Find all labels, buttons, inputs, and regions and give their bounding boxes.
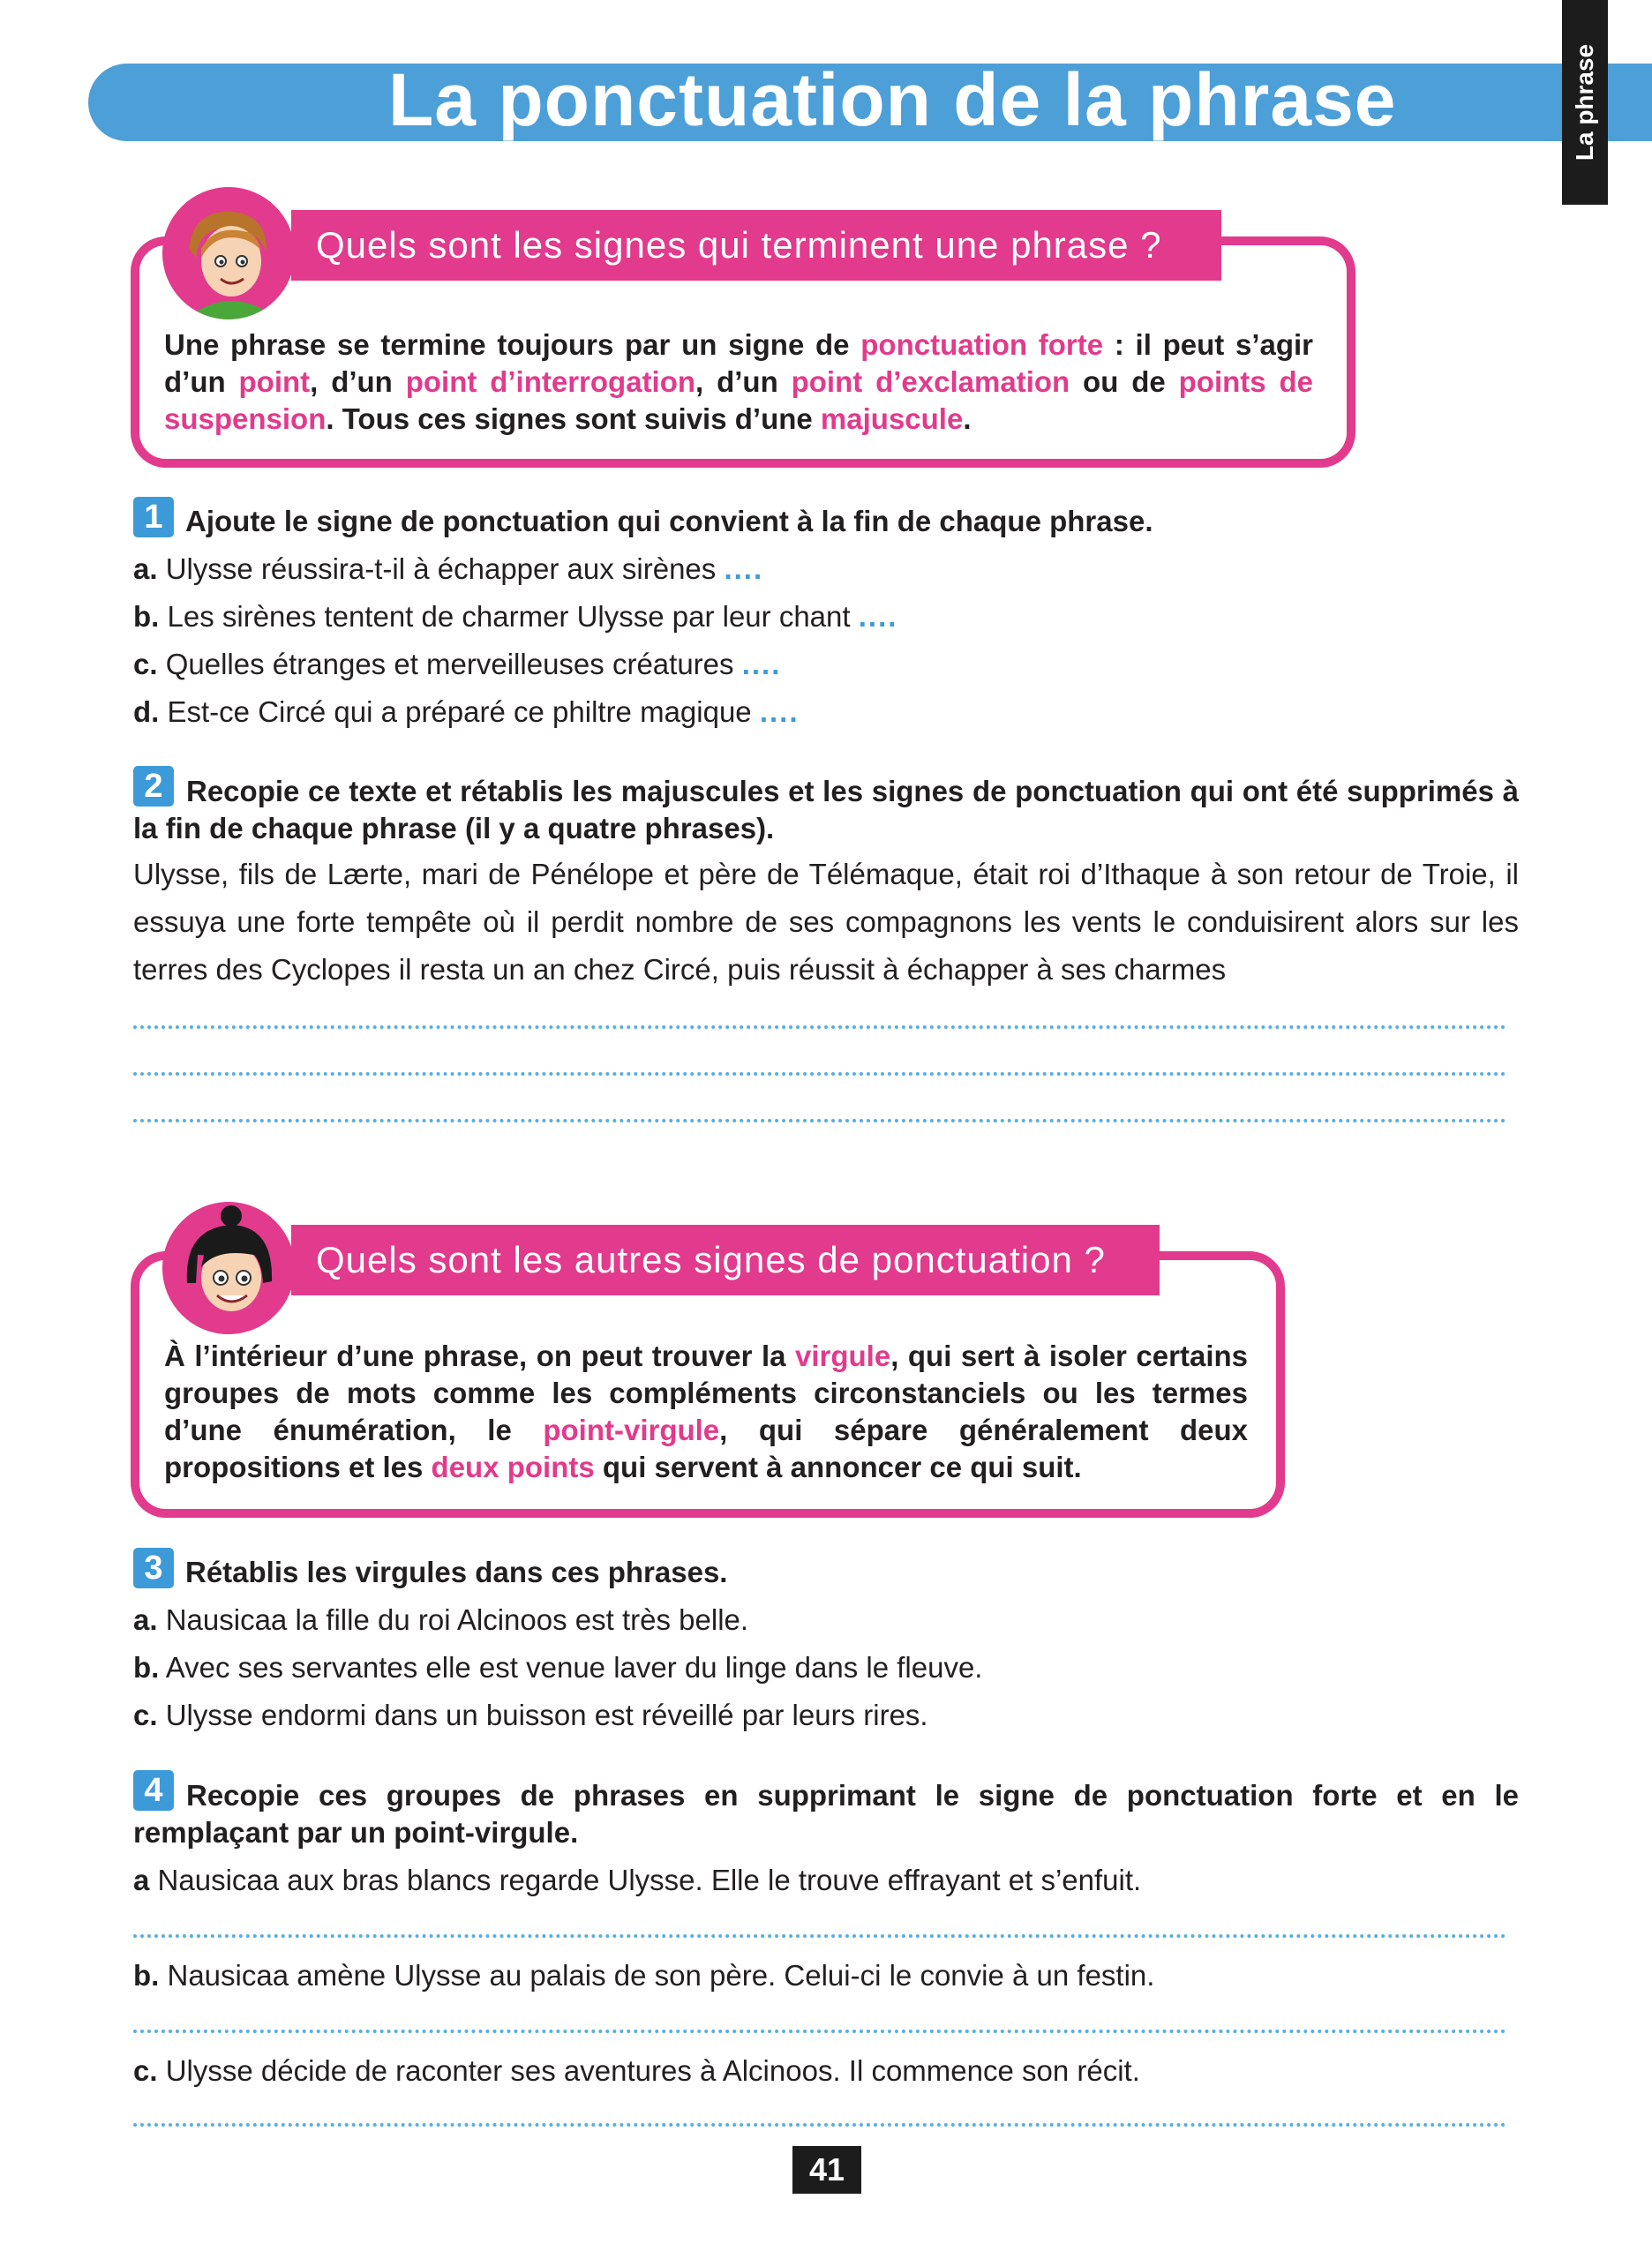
exercise-4-item-a: [133, 1862, 1141, 1899]
lesson-header-2: Quels sont les autres signes de ponctuation ?: [291, 1225, 1160, 1295]
lesson-text-1-part: , d’un: [695, 365, 792, 398]
keyword-point-interrogation: point d’interrogation: [405, 365, 696, 398]
lesson-text-2-part: À l’intérieur d’une phrase, on peut trouver la: [164, 1340, 795, 1372]
lesson-text-1-part: ou de: [1070, 365, 1179, 398]
answer-blank[interactable]: ....: [759, 695, 800, 728]
lesson-text-1-part: . Tous ces signes sont suivis d’une: [326, 402, 821, 435]
item-letter: d.: [133, 695, 160, 728]
answer-blank[interactable]: ....: [858, 600, 898, 633]
item-text: Nausicaa la fille du roi Alcinoos est très belle.: [165, 1603, 749, 1636]
exercise-1-item-b: [133, 598, 897, 635]
answer-line[interactable]: [133, 1934, 1506, 1938]
keyword-ponctuation-forte: ponctuation forte: [860, 328, 1104, 361]
answer-line[interactable]: [133, 1119, 1506, 1122]
answer-line[interactable]: [133, 1025, 1506, 1029]
instruction-text: Recopie ce texte et rétablis les majuscules et les signes de ponctuation qui ont été supprimés à la fin de chaque phrase (il y a quatre phrases).: [133, 775, 1519, 844]
lesson-text-2-part: , qui sépare généralement deux propositions et les: [164, 1414, 1248, 1483]
exercise-instruction-4: [133, 1777, 1519, 1851]
side-tab: [1562, 0, 1608, 205]
keyword-point-exclamation: point d’exclamation: [791, 365, 1070, 398]
keyword-point: point: [238, 365, 311, 398]
lesson-text-1-part: : il peut s’agir d’un: [164, 328, 1314, 398]
exercise-3-item-b: [133, 1649, 982, 1686]
lesson-text-1-part: , d’un: [310, 365, 406, 398]
item-letter: a: [133, 1864, 150, 1896]
exercise-4-item-b: [133, 1957, 1154, 1994]
exercise-number-4: 4: [133, 1770, 174, 1811]
item-text: Les sirènes tentent de charmer Ulysse par leur chant: [167, 600, 851, 633]
exercise-1-item-a: [133, 551, 763, 588]
exercise-number-3: 3: [133, 1548, 174, 1588]
page-number: 41: [792, 2146, 861, 2194]
answer-line[interactable]: [133, 2123, 1506, 2127]
exercise-2-text: Ulysse, fils de Lærte, mari de Pénélope et père de Télémaque, était roi d’Ithaque à son retour de Troie, il essuya une forte tempête où il perdit nombre de ses compagnons les vents le conduisirent alors sur les terres des Cyclopes il resta un an chez Circé, puis réussit à échapper à ses charmes: [133, 858, 1519, 986]
instruction-text: Recopie ces groupes de phrases en supprimant le signe de ponctuation forte et en le remplaçant par un point-virgule.: [133, 1779, 1519, 1849]
item-letter: a.: [133, 1603, 158, 1636]
exercise-3-item-c: [133, 1697, 928, 1734]
exercise-1-item-c: [133, 646, 781, 683]
keyword-virgule: virgule: [795, 1340, 891, 1372]
item-letter: b.: [133, 600, 160, 633]
item-text: Ulysse décide de raconter ses aventures à Alcinoos. Il commence son récit.: [165, 2054, 1140, 2087]
lesson-text-1-part: Une phrase se termine toujours par un signe de: [164, 328, 861, 361]
item-text: Ulysse réussira-t-il à échapper aux sirènes: [165, 552, 717, 585]
exercise-4-item-c: [133, 2053, 1140, 2090]
lesson-text-2-part: , qui sert à isoler certains groupes de mots comme les compléments circonstanciels ou les termes d’une énumération, le: [164, 1340, 1248, 1446]
answer-line[interactable]: [133, 2030, 1506, 2033]
girl-avatar-icon: [162, 187, 295, 319]
answer-line[interactable]: [133, 1072, 1506, 1076]
exercise-1-item-d: [133, 694, 800, 731]
lesson-text-1: [164, 326, 1313, 438]
exercise-instruction-1: Ajoute le signe de ponctuation qui convient à la fin de chaque phrase.: [185, 505, 1153, 537]
lesson-text-1-part: .: [963, 402, 972, 435]
exercise-number-1: 1: [133, 497, 174, 537]
answer-blank[interactable]: ....: [741, 648, 782, 680]
item-text: Nausicaa aux bras blancs regarde Ulysse. Elle le trouve effrayant et s’enfuit.: [157, 1864, 1142, 1896]
answer-blank[interactable]: ....: [724, 552, 764, 585]
girl-avatar-icon: [162, 1202, 295, 1334]
item-text: Quelles étranges et merveilleuses créatures: [165, 648, 734, 680]
lesson-text-2-part: qui servent à annoncer ce qui suit.: [594, 1451, 1082, 1483]
keyword-deux-points: deux points: [431, 1451, 595, 1483]
item-text: Ulysse endormi dans un buisson est réveillé par leurs rires.: [165, 1699, 928, 1731]
exercise-3-item-a: [133, 1602, 748, 1639]
page-title: La ponctuation de la phrase: [388, 58, 1397, 141]
item-letter: b.: [133, 1959, 160, 1992]
exercise-number-2: 2: [133, 766, 174, 807]
keyword-points-suspension: points de suspension: [164, 365, 1313, 435]
item-letter: b.: [133, 1651, 160, 1684]
keyword-majuscule: majuscule: [820, 402, 964, 435]
lesson-header-1: Quels sont les signes qui terminent une phrase ?: [291, 210, 1221, 281]
item-letter: a.: [133, 552, 158, 585]
lesson-text-2: [164, 1338, 1248, 1486]
item-text: Avec ses servantes elle est venue laver du linge dans le fleuve.: [165, 1651, 983, 1684]
exercise-instruction-3: Rétablis les virgules dans ces phrases.: [185, 1556, 728, 1588]
item-text: Est-ce Circé qui a préparé ce philtre magique: [167, 695, 752, 728]
exercise-instruction-2: [133, 773, 1519, 847]
item-letter: c.: [133, 1699, 158, 1731]
keyword-point-virgule: point-virgule: [543, 1414, 720, 1446]
side-tab-label: La phrase: [1571, 43, 1598, 161]
item-letter: c.: [133, 2054, 158, 2087]
item-letter: c.: [133, 648, 158, 680]
item-text: Nausicaa amène Ulysse au palais de son père. Celui-ci le convie à un festin.: [167, 1959, 1155, 1992]
